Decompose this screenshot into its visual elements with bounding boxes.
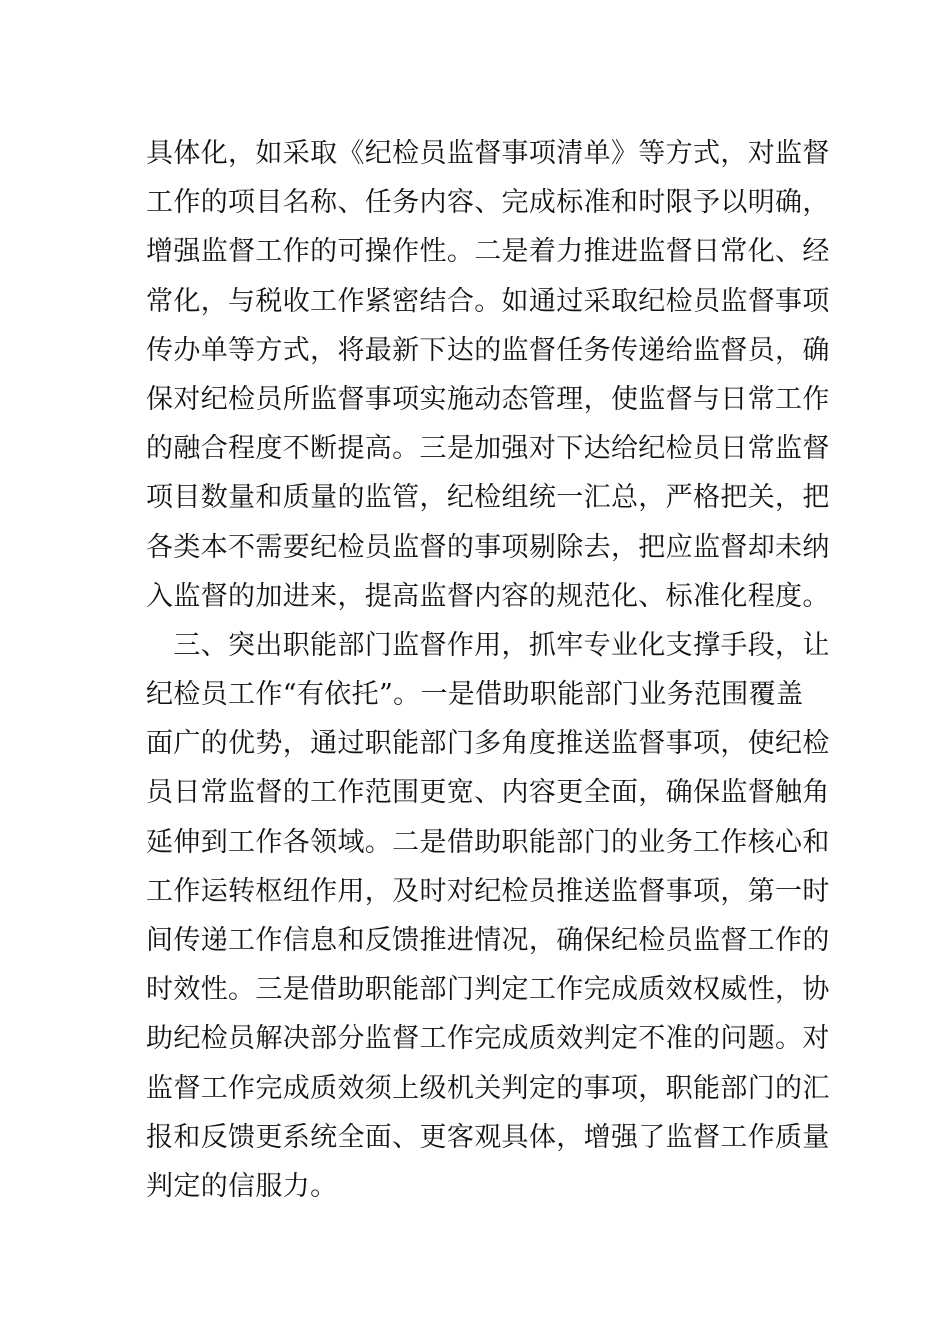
body-text <box>146 129 830 1211</box>
text-line: 工作运转枢纽作用，及时对纪检员推送监督事项，第一时 <box>146 875 830 907</box>
text-line: 助纪检员解决部分监督工作完成质效判定不准的问题。对 <box>146 1023 830 1055</box>
section-heading-line: 三、突出职能部门监督作用，抓牢专业化支撑手段，让 <box>146 629 830 661</box>
text-line: 常化，与税收工作紧密结合。如通过采取纪检员监督事项 <box>146 285 830 317</box>
text-line: 项目数量和质量的监管，纪检组统一汇总，严格把关，把 <box>146 482 830 514</box>
text-line: 各类本不需要纪检员监督的事项剔除去，把应监督却未纳 <box>146 531 830 563</box>
text-line: 传办单等方式，将最新下达的监督任务传递给监督员，确 <box>146 334 830 366</box>
text-line: 间传递工作信息和反馈推进情况，确保纪检员监督工作的 <box>146 925 830 956</box>
text-line: 员日常监督的工作范围更宽、内容更全面，确保监督触角 <box>146 777 830 809</box>
text-line: 监督工作完成质效须上级机关判定的事项，职能部门的汇 <box>146 1072 830 1104</box>
text-line: 具体化，如采取《纪检员监督事项清单》等方式，对监督 <box>146 138 830 169</box>
text-line: 判定的信服力。 <box>146 1170 338 1202</box>
text-line: 的融合程度不断提高。三是加强对下达给纪检员日常监督 <box>146 433 830 465</box>
text-line: 时效性。三是借助职能部门判定工作完成质效权威性，协 <box>146 974 830 1006</box>
text-line: 纪检员工作“有依托”。一是借助职能部门业务范围覆盖 <box>146 679 804 711</box>
text-line: 保对纪检员所监督事项实施动态管理，使监督与日常工作 <box>146 383 830 415</box>
text-line: 面广的优势，通过职能部门多角度推送监督事项，使纪检 <box>146 728 830 760</box>
text-line: 工作的项目名称、任务内容、完成标准和时限予以明确， <box>146 187 830 219</box>
text-line: 报和反馈更系统全面、更客观具体，增强了监督工作质量 <box>146 1121 830 1153</box>
text-line: 增强监督工作的可操作性。二是着力推进监督日常化、经 <box>146 236 830 268</box>
text-line: 延伸到工作各领域。二是借助职能部门的业务工作核心和 <box>146 826 830 858</box>
text-line: 入监督的加进来，提高监督内容的规范化、标准化程度。 <box>146 580 830 612</box>
